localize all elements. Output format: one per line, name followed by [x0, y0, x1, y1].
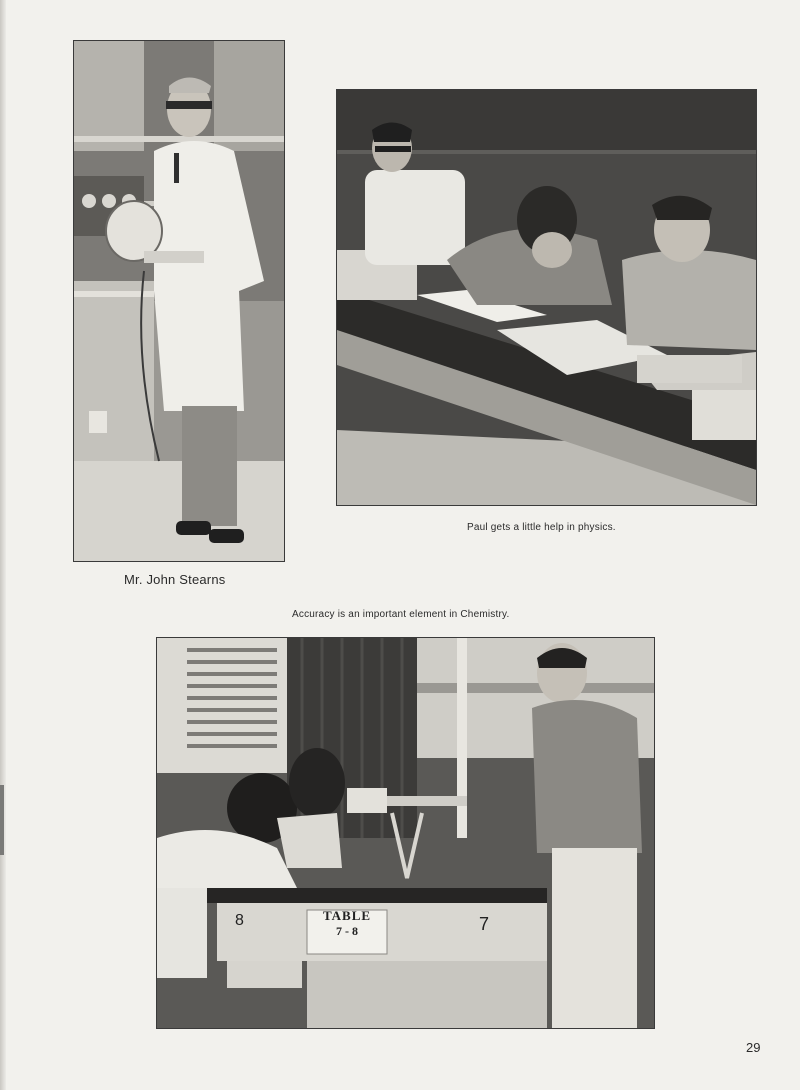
table-left-number: 8	[235, 912, 244, 929]
caption-chemistry: Accuracy is an important element in Chemistry.	[292, 609, 510, 620]
binding-mark	[0, 785, 4, 855]
table-sign-title: TABLE	[322, 908, 372, 923]
table-sign	[307, 908, 387, 939]
caption-physics: Paul gets a little help in physics.	[467, 522, 616, 533]
page-number: 29	[746, 1040, 761, 1055]
teacher-photo-image	[74, 41, 284, 561]
photo-chemistry-lab	[156, 637, 655, 1029]
caption-teacher: Mr. John Stearns	[124, 572, 226, 587]
table-sign-numbers: 7 - 8	[336, 924, 358, 938]
physics-photo-image	[337, 90, 756, 505]
photo-teacher-portrait	[73, 40, 285, 562]
photo-physics-class	[336, 89, 757, 506]
page-edge	[0, 0, 6, 1090]
chemistry-photo-image	[157, 638, 654, 1028]
table-right-number: 7	[479, 914, 490, 934]
